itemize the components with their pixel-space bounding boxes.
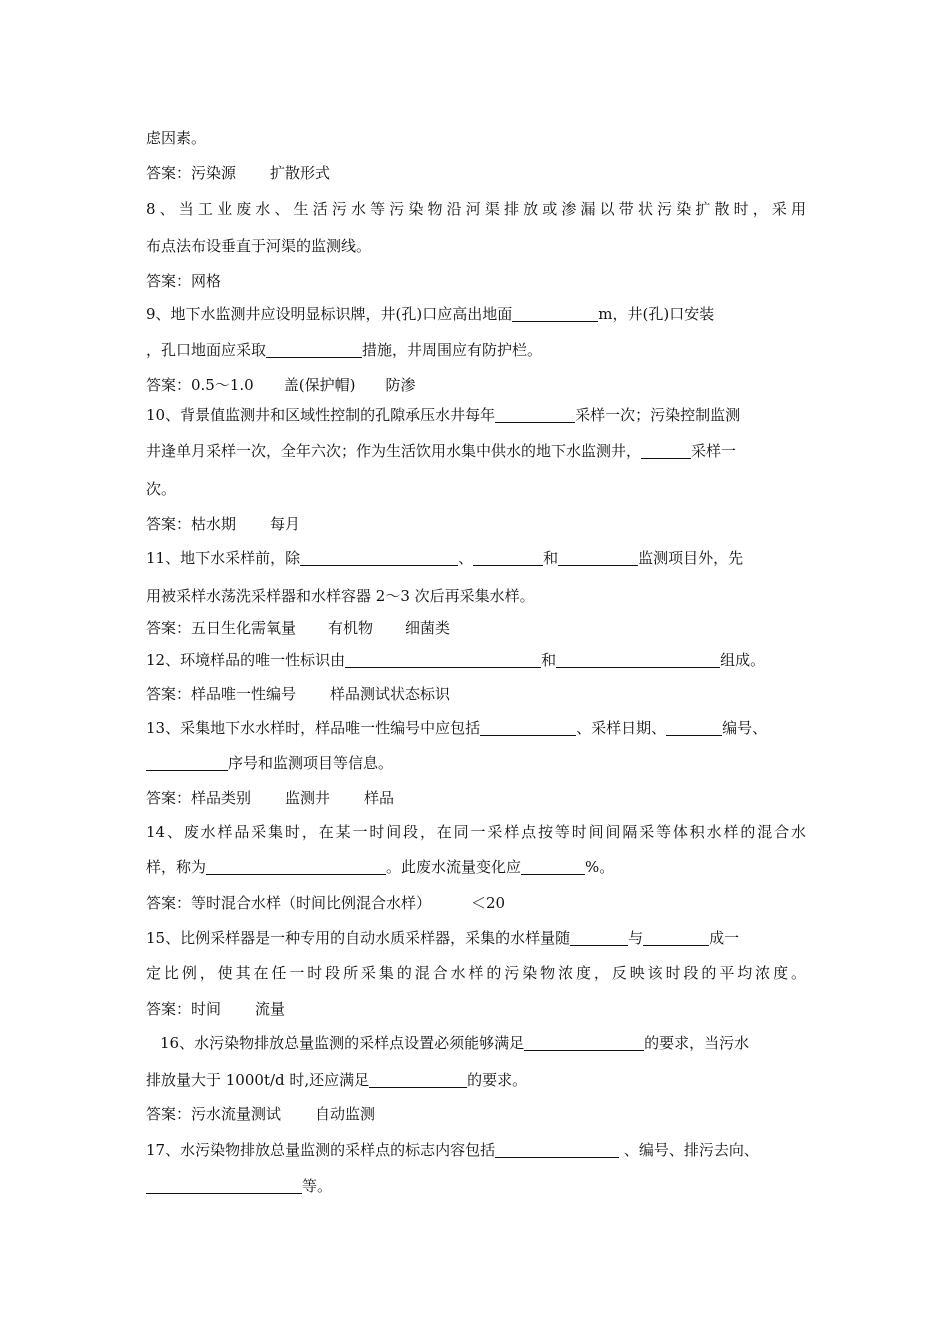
text-line: 等。 — [146, 1176, 332, 1196]
fill-blank — [369, 1073, 467, 1088]
answer-line: 答案：等时混合水样（时间比例混合水样） ＜20 — [146, 894, 506, 912]
fill-blank — [495, 1143, 619, 1158]
text-line: 虑因素。 — [146, 129, 207, 147]
text-line: 序号和监测项目等信息。 — [146, 753, 393, 773]
question-line: 12、环境样品的唯一性标识由 和 组成。 — [146, 651, 766, 669]
text-line: 次。 — [146, 480, 177, 498]
fill-blank — [666, 721, 722, 736]
answer-line: 答案：网格 — [146, 272, 222, 290]
question-line: 17、水污染物排放总量监测的采样点的标志内容包括 、编号、排污去向、 — [146, 1141, 759, 1159]
text-line: 用被采样水荡洗采样器和水样容器 2～3 次后再采集水样。 — [146, 587, 535, 605]
fill-blank — [206, 860, 386, 875]
question-line: 14、废水样品采集时，在某一时间段，在同一采样点按等时间间隔采等体积水样的混合水 — [146, 823, 806, 841]
fill-blank — [512, 307, 598, 322]
fill-blank — [556, 653, 720, 668]
answer-line: 答案：0.5～1.0 盖(保护帽) 防渗 — [146, 376, 416, 394]
answer-line: 答案：样品类别 监测井 样品 — [146, 789, 395, 807]
answer-line: 答案：污水流量测试 自动监测 — [146, 1105, 376, 1123]
fill-blank — [521, 860, 585, 875]
fill-blank — [266, 343, 362, 358]
question-line: 13、采集地下水水样时，样品唯一性编号中应包括 、采样日期、 编号、 — [146, 719, 768, 737]
fill-blank — [643, 931, 709, 946]
question-line: 10、背景值监测井和区域性控制的孔隙承压水井每年 采样一次；污染控制监测 — [146, 406, 741, 424]
answer-line: 答案：枯水期 每月 — [146, 515, 301, 533]
question-line: 9、地下水监测井应设明显标识牌，井(孔)口应高出地面 m，井(孔)口安装 — [146, 305, 715, 323]
fill-blank — [473, 551, 543, 566]
text-line: ，孔口地面应采取 措施，井周围应有防护栏。 — [146, 341, 543, 359]
answer-line: 答案：时间 流量 — [146, 1000, 286, 1018]
fill-blank — [558, 551, 638, 566]
question-line: 15、比例采样器是一种专用的自动水质采样器，采集的水样量随 与 成一 — [146, 929, 740, 947]
text-line: 井逢单月采样一次，全年六次；作为生活饮用水集中供水的地下水监测井， 采样一 — [146, 442, 737, 460]
question-line: 16、水污染物排放总量监测的采样点设置必须能够满足 的要求，当污水 — [160, 1034, 750, 1052]
fill-blank — [146, 1179, 302, 1194]
text-line: 样，称为 。此废水流量变化应 %。 — [146, 858, 615, 876]
fill-blank — [524, 1036, 644, 1051]
fill-blank — [495, 408, 575, 423]
question-line: 8、当工业废水、生活污水等污染物沿河渠排放或渗漏以带状污染扩散时，采用 — [146, 200, 806, 218]
fill-blank — [345, 653, 541, 668]
text-line: 布点法布设垂直于河渠的监测线。 — [146, 237, 372, 255]
fill-blank — [300, 551, 458, 566]
fill-blank — [480, 721, 576, 736]
text-line: 排放量大于 1000t/d 时,还应满足 的要求。 — [146, 1071, 528, 1089]
answer-line: 答案：样品唯一性编号 样品测试状态标识 — [146, 685, 451, 703]
fill-blank — [570, 931, 628, 946]
text-line: 定比例，使其在任一时段所采集的混合水样的污染物浓度，反映该时段的平均浓度。 — [146, 964, 806, 982]
fill-blank — [146, 756, 228, 771]
answer-line: 答案：污染源 扩散形式 — [146, 164, 331, 182]
question-line: 11、地下水采样前，除 、 和 监测项目外，先 — [146, 549, 744, 567]
answer-line: 答案：五日生化需氧量 有机物 细菌类 — [146, 619, 451, 637]
fill-blank — [641, 444, 691, 459]
